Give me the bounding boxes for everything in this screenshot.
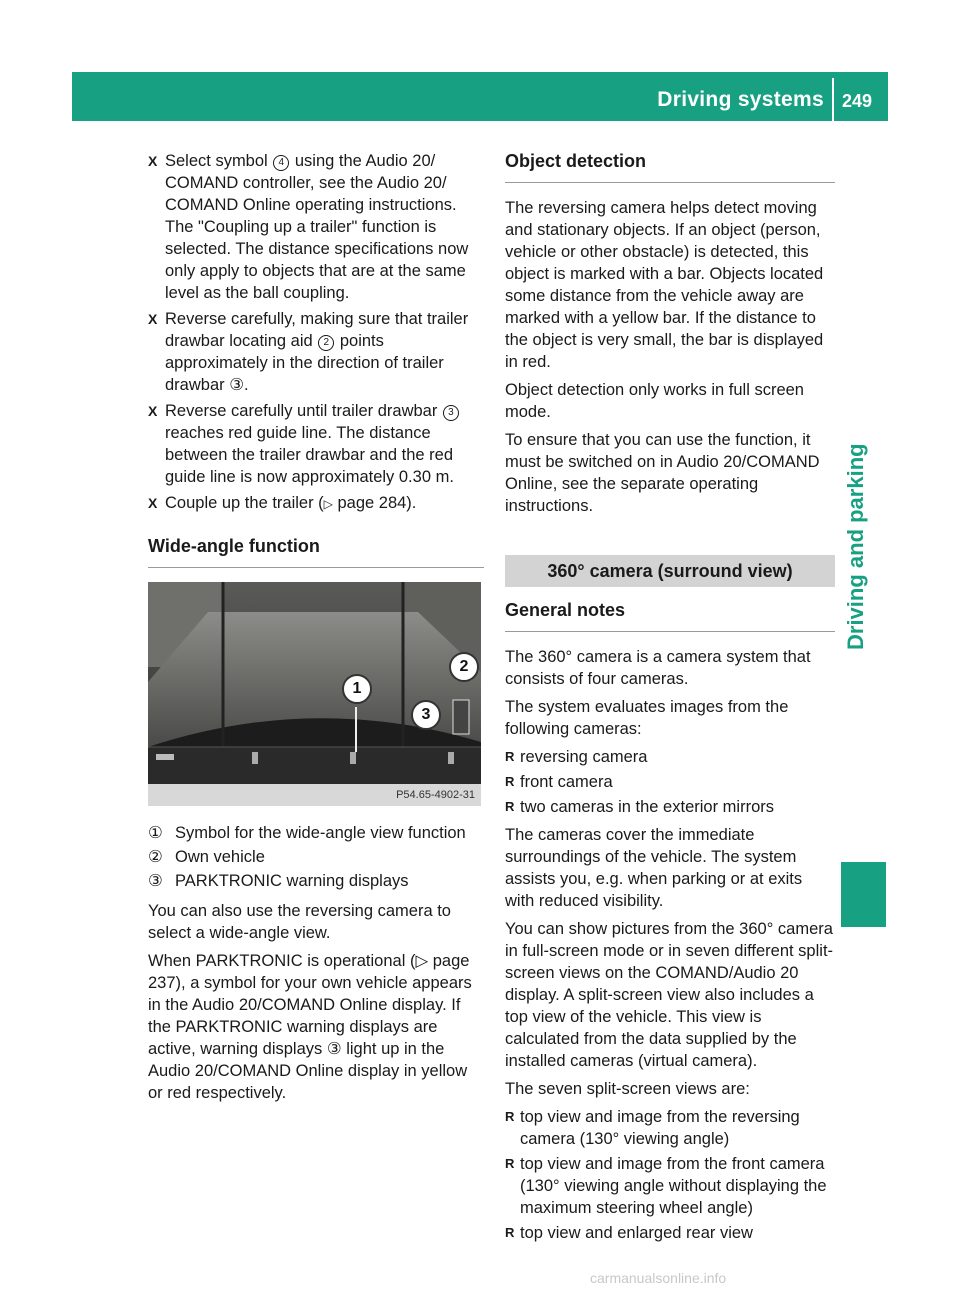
list-item: R top view and image from the reversing camera (130° viewing angle) bbox=[505, 1106, 835, 1150]
camera-view-image bbox=[148, 582, 481, 784]
instruction-step: X Couple up the trailer (▷ page 284). bbox=[148, 492, 484, 515]
paragraph: The reversing camera helps detect moving and stationary objects. If an object (person, vehicle or other obstacle) is detected, this object is marked with a bar. Objects located some distance from the vehicle away are marked with a yellow bar. If the distance to the object is very small, the bar is displayed in red. bbox=[505, 199, 824, 371]
list-item: R two cameras in the exterior mirrors bbox=[505, 796, 835, 818]
list-item: R top view and enlarged rear view bbox=[505, 1222, 835, 1244]
callout-2-icon: 2 bbox=[318, 335, 334, 351]
page-header bbox=[72, 72, 888, 121]
legend-number: ③ bbox=[148, 872, 163, 890]
callout-2-marker: 2 bbox=[449, 652, 479, 682]
instruction-step: X Select symbol 4 using the Audio 20/ COMAND controller, see the Audio 20/ COMAND Online operating instructions. The "Coupling up a trailer" function is selected. The distance specifications now only apply to objects that are at the same level as the ball coupling. bbox=[148, 150, 484, 304]
paragraph: The seven split-screen views are: bbox=[505, 1080, 750, 1098]
list-item: R reversing camera bbox=[505, 746, 835, 768]
instruction-step: X Reverse carefully until trailer drawbar 3 reaches red guide line. The distance between the trailer drawbar and the red guide line is now approximately 0.30 m. bbox=[148, 400, 484, 488]
paragraph: You can also use the reversing camera to select a wide-angle view. bbox=[148, 902, 451, 942]
figure-code: P54.65-4902-31 bbox=[396, 789, 475, 801]
left-column bbox=[148, 150, 484, 1110]
paragraph: The 360° camera is a camera system that consists of four cameras. bbox=[505, 648, 811, 688]
list-item: R top view and image from the front camera (130° viewing angle without displaying the maximum steering wheel angle) bbox=[505, 1153, 835, 1219]
wide-angle-figure bbox=[148, 582, 481, 806]
callout-3-marker: 3 bbox=[411, 700, 441, 730]
chapter-tab: Driving and parking bbox=[843, 443, 868, 650]
paragraph: To ensure that you can use the function, it must be switched on in Audio 20/COMAND Online, see the separate operating instructions. bbox=[505, 431, 820, 515]
callout-3-icon: 3 bbox=[443, 405, 459, 421]
object-detection-heading: Object detection bbox=[505, 150, 835, 183]
paragraph: Object detection only works in full screen mode. bbox=[505, 381, 804, 421]
paragraph: The cameras cover the immediate surroundings of the vehicle. The system assists you, e.g. when parking or at exits with reduced visibility. bbox=[505, 826, 803, 910]
callout-4-icon: 4 bbox=[273, 155, 289, 171]
list-item: R front camera bbox=[505, 771, 835, 793]
legend-number: ② bbox=[148, 848, 163, 866]
paragraph: The system evaluates images from the following cameras: bbox=[505, 698, 789, 738]
legend-number: ① bbox=[148, 824, 163, 842]
page-ref-arrow-icon: ▷ bbox=[323, 497, 333, 511]
header-divider bbox=[832, 78, 834, 121]
chapter-marker bbox=[841, 862, 886, 927]
callout-1-marker: 1 bbox=[342, 674, 372, 704]
general-notes-heading: General notes bbox=[505, 599, 835, 632]
wide-angle-heading: Wide-angle function bbox=[148, 535, 484, 568]
legend-item: ③ PARKTRONIC warning displays bbox=[148, 872, 409, 890]
section-title: Driving systems bbox=[657, 88, 824, 111]
paragraph: You can show pictures from the 360° camera in full-screen mode or in seven different split-screen views on the COMAND/Audio 20 display. A split-screen view also includes a top view of the vehicle. This view is calculated from the data supplied by the installed cameras (virtual camera). bbox=[505, 920, 834, 1070]
camera-section-heading: 360° camera (surround view) bbox=[505, 555, 835, 587]
watermark: carmanualsonline.info bbox=[590, 1270, 727, 1286]
instruction-step: X Reverse carefully, making sure that trailer drawbar locating aid 2 points approximately in the direction of trailer drawbar ③. bbox=[148, 308, 484, 396]
legend-item: ① Symbol for the wide-angle view function bbox=[148, 824, 466, 842]
right-column bbox=[505, 150, 835, 1247]
figure-code-bar bbox=[148, 784, 481, 806]
page-number: 249 bbox=[841, 91, 872, 111]
legend-item: ② Own vehicle bbox=[148, 848, 265, 866]
paragraph: When PARKTRONIC is operational (▷ page 237), a symbol for your own vehicle appears in the Audio 20/COMAND Online display. If the PARKTRONIC warning displays are active, warning displays ③ light up in the Audio 20/COMAND Online display in yellow or red respectively. bbox=[148, 952, 472, 1102]
